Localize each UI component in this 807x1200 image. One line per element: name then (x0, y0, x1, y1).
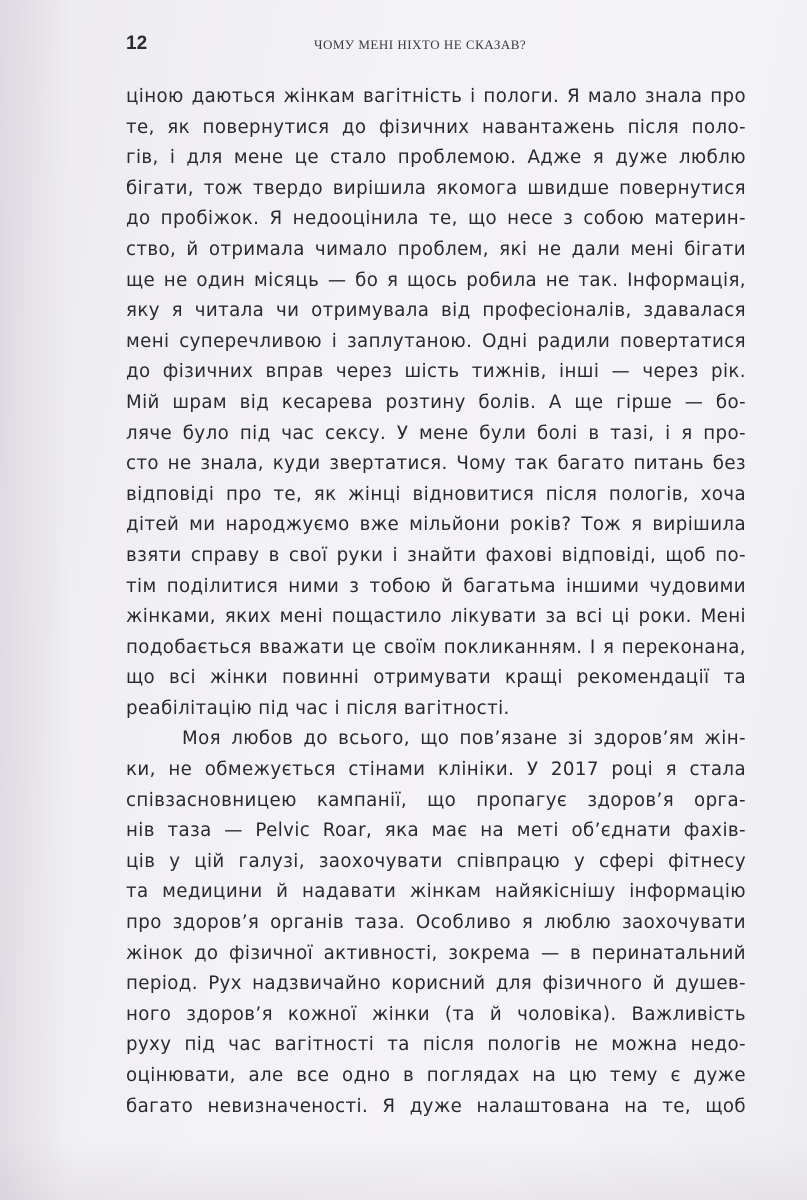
text-line: жінками, яких мені пощастило лікувати за всі ці роки. Мені (126, 606, 746, 628)
text-line: та медицини й надавати жінкам найякіснішу інформацію (126, 881, 746, 903)
running-title: ЧОМУ МЕНІ НІХТО НЕ СКАЗАВ? (314, 37, 527, 52)
text-line: період. Рух надзвичайно корисний для фізичного й душев- (126, 973, 746, 995)
text-line: руху під час вагітності та після пологів не можна недо- (126, 1034, 746, 1056)
text-line: дітей ми народжуємо вже мільйони років? Тож я вирішила (126, 514, 746, 536)
text-line: гів, і для мене це стало проблемою. Адже я дуже люблю (126, 147, 746, 169)
body-text (126, 82, 746, 1122)
text-line: яку я читала чи отримувала від професіоналів, здавалася (126, 300, 746, 322)
text-line: ного здоров’я кожної жінки (та й чоловіка). Важливість (126, 1003, 746, 1025)
text-line: до пробіжок. Я недооцінила те, що несе з собою материн- (126, 208, 746, 230)
text-line: багато невизначеності. Я дуже налаштована на те, щоб (126, 1095, 746, 1117)
text-line: сто не знала, куди звертатися. Чому так багато питань без (126, 453, 746, 475)
text-line: те, як повернутися до фізичних навантажень після поло- (126, 116, 746, 138)
text-line: Моя любов до всього, що пов’язане зі здоров’ям жін- (182, 728, 746, 750)
bottom-shadow (0, 1140, 807, 1200)
text-line: про здоров’я органів таза. Особливо я люблю заохочувати (126, 912, 746, 934)
text-line: до фізичних вправ через шість тижнів, інші — через рік. (126, 361, 746, 383)
text-line: ство, й отримала чимало проблем, які не дали мені бігати (126, 238, 746, 260)
text-line: співзасновницею кампанії, що пропагує здоров’я орга- (126, 789, 746, 811)
text-line: мені суперечливою і заплутаною. Одні радили повертатися (126, 330, 746, 352)
text-line: взяти справу в свої руки і знайти фахові відповіді, щоб по- (126, 544, 746, 566)
text-line: тім поділитися ними з тобою й багатьма іншими чудовими (126, 575, 746, 597)
text-line: оцінювати, але все одно в поглядах на цю тему є дуже (126, 1065, 746, 1086)
spine-shadow (0, 0, 70, 1200)
text-line: бігати, тож твердо вирішила якомога швидше повернутися (126, 177, 746, 199)
text-line: ще не один місяць — бо я щось робила не так. Інформація, (126, 269, 746, 291)
text-line: Мій шрам від кесарева розтину болів. А ще гірше — бо- (126, 391, 746, 413)
text-line: відповіді про те, як жінці відновитися після пологів, хоча (126, 483, 746, 505)
text-line: ціною даються жінкам вагітність і пологи. Я мало знала про (126, 86, 746, 107)
text-line: реабілітацію під час і після вагітності. (126, 697, 510, 719)
text-line: ляче було під час сексу. У мене були болі в тазі, і я про- (126, 422, 746, 444)
text-line: нів таза — Pelvic Roar, яка має на меті об’єднати фахів- (126, 820, 746, 842)
text-line: що всі жінки повинні отримувати кращі рекомендації та (126, 667, 746, 689)
text-line: жінок до фізичної активності, зокрема — в перинатальний (126, 942, 746, 964)
text-line: ки, не обмежується стінами клініки. У 2017 році я стала (126, 759, 746, 781)
text-line: подобається вважати це своїм покликанням. І я переконана, (126, 636, 746, 658)
text-line: ців у цій галузі, заохочувати співпрацю у сфері фітнесу (126, 850, 746, 872)
page-number: 12 (126, 33, 148, 54)
